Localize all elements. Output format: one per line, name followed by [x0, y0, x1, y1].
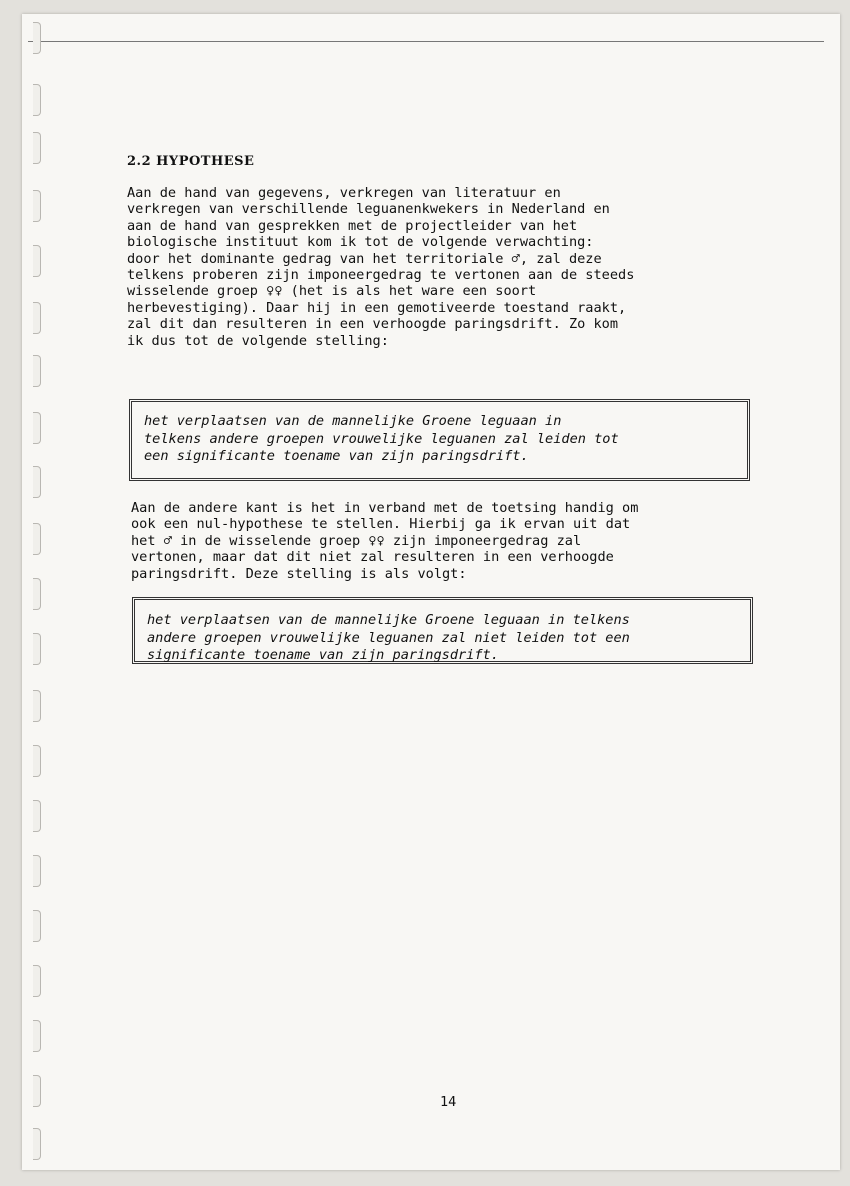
- section-heading: 2.2 HYPOTHESE: [127, 154, 255, 169]
- null-hypothesis-box: [132, 597, 753, 664]
- null-hypothesis-paragraph: Aan de andere kant is het in verband met de toetsing handig om ook een nul-hypothese te stellen. Hierbij ga ik ervan uit dat het ♂ in de wisselende groep ♀♀ zijn imponeergedrag zal vertonen, maar dat dit niet zal resulteren in een verhoogde paringsdrift. Deze stelling is als volgt:: [131, 500, 639, 582]
- hypothesis-text: het verplaatsen van de mannelijke Groene leguaan in telkens andere groepen vrouwelijke leguanen zal leiden tot een significante toename van zijn paringsdrift.: [144, 413, 619, 464]
- null-hypothesis-text: het verplaatsen van de mannelijke Groene leguaan in telkens andere groepen vrouwelijke leguanen zal niet leiden tot een significante toename van zijn paringsdrift.: [147, 612, 630, 663]
- hypothesis-box: [129, 399, 750, 481]
- intro-paragraph: Aan de hand van gegevens, verkregen van literatuur en verkregen van verschillende leguanenkwekers in Nederland en aan de hand van gesprekken met de projectleider van het biologische instituut kom ik tot de volgende verwachting: door het dominante gedrag van het territoriale ♂, zal deze telkens proberen zijn imponeergedrag te vertonen aan de steeds wisselende groep ♀♀ (het is als het ware een soort herbevestiging). Daar hij in een gemotiveerde toestand raakt, zal dit dan resulteren in een verhoogde paringsdrift. Zo kom ik dus tot de volgende stelling:: [127, 185, 635, 349]
- page-number: 14: [440, 1094, 457, 1110]
